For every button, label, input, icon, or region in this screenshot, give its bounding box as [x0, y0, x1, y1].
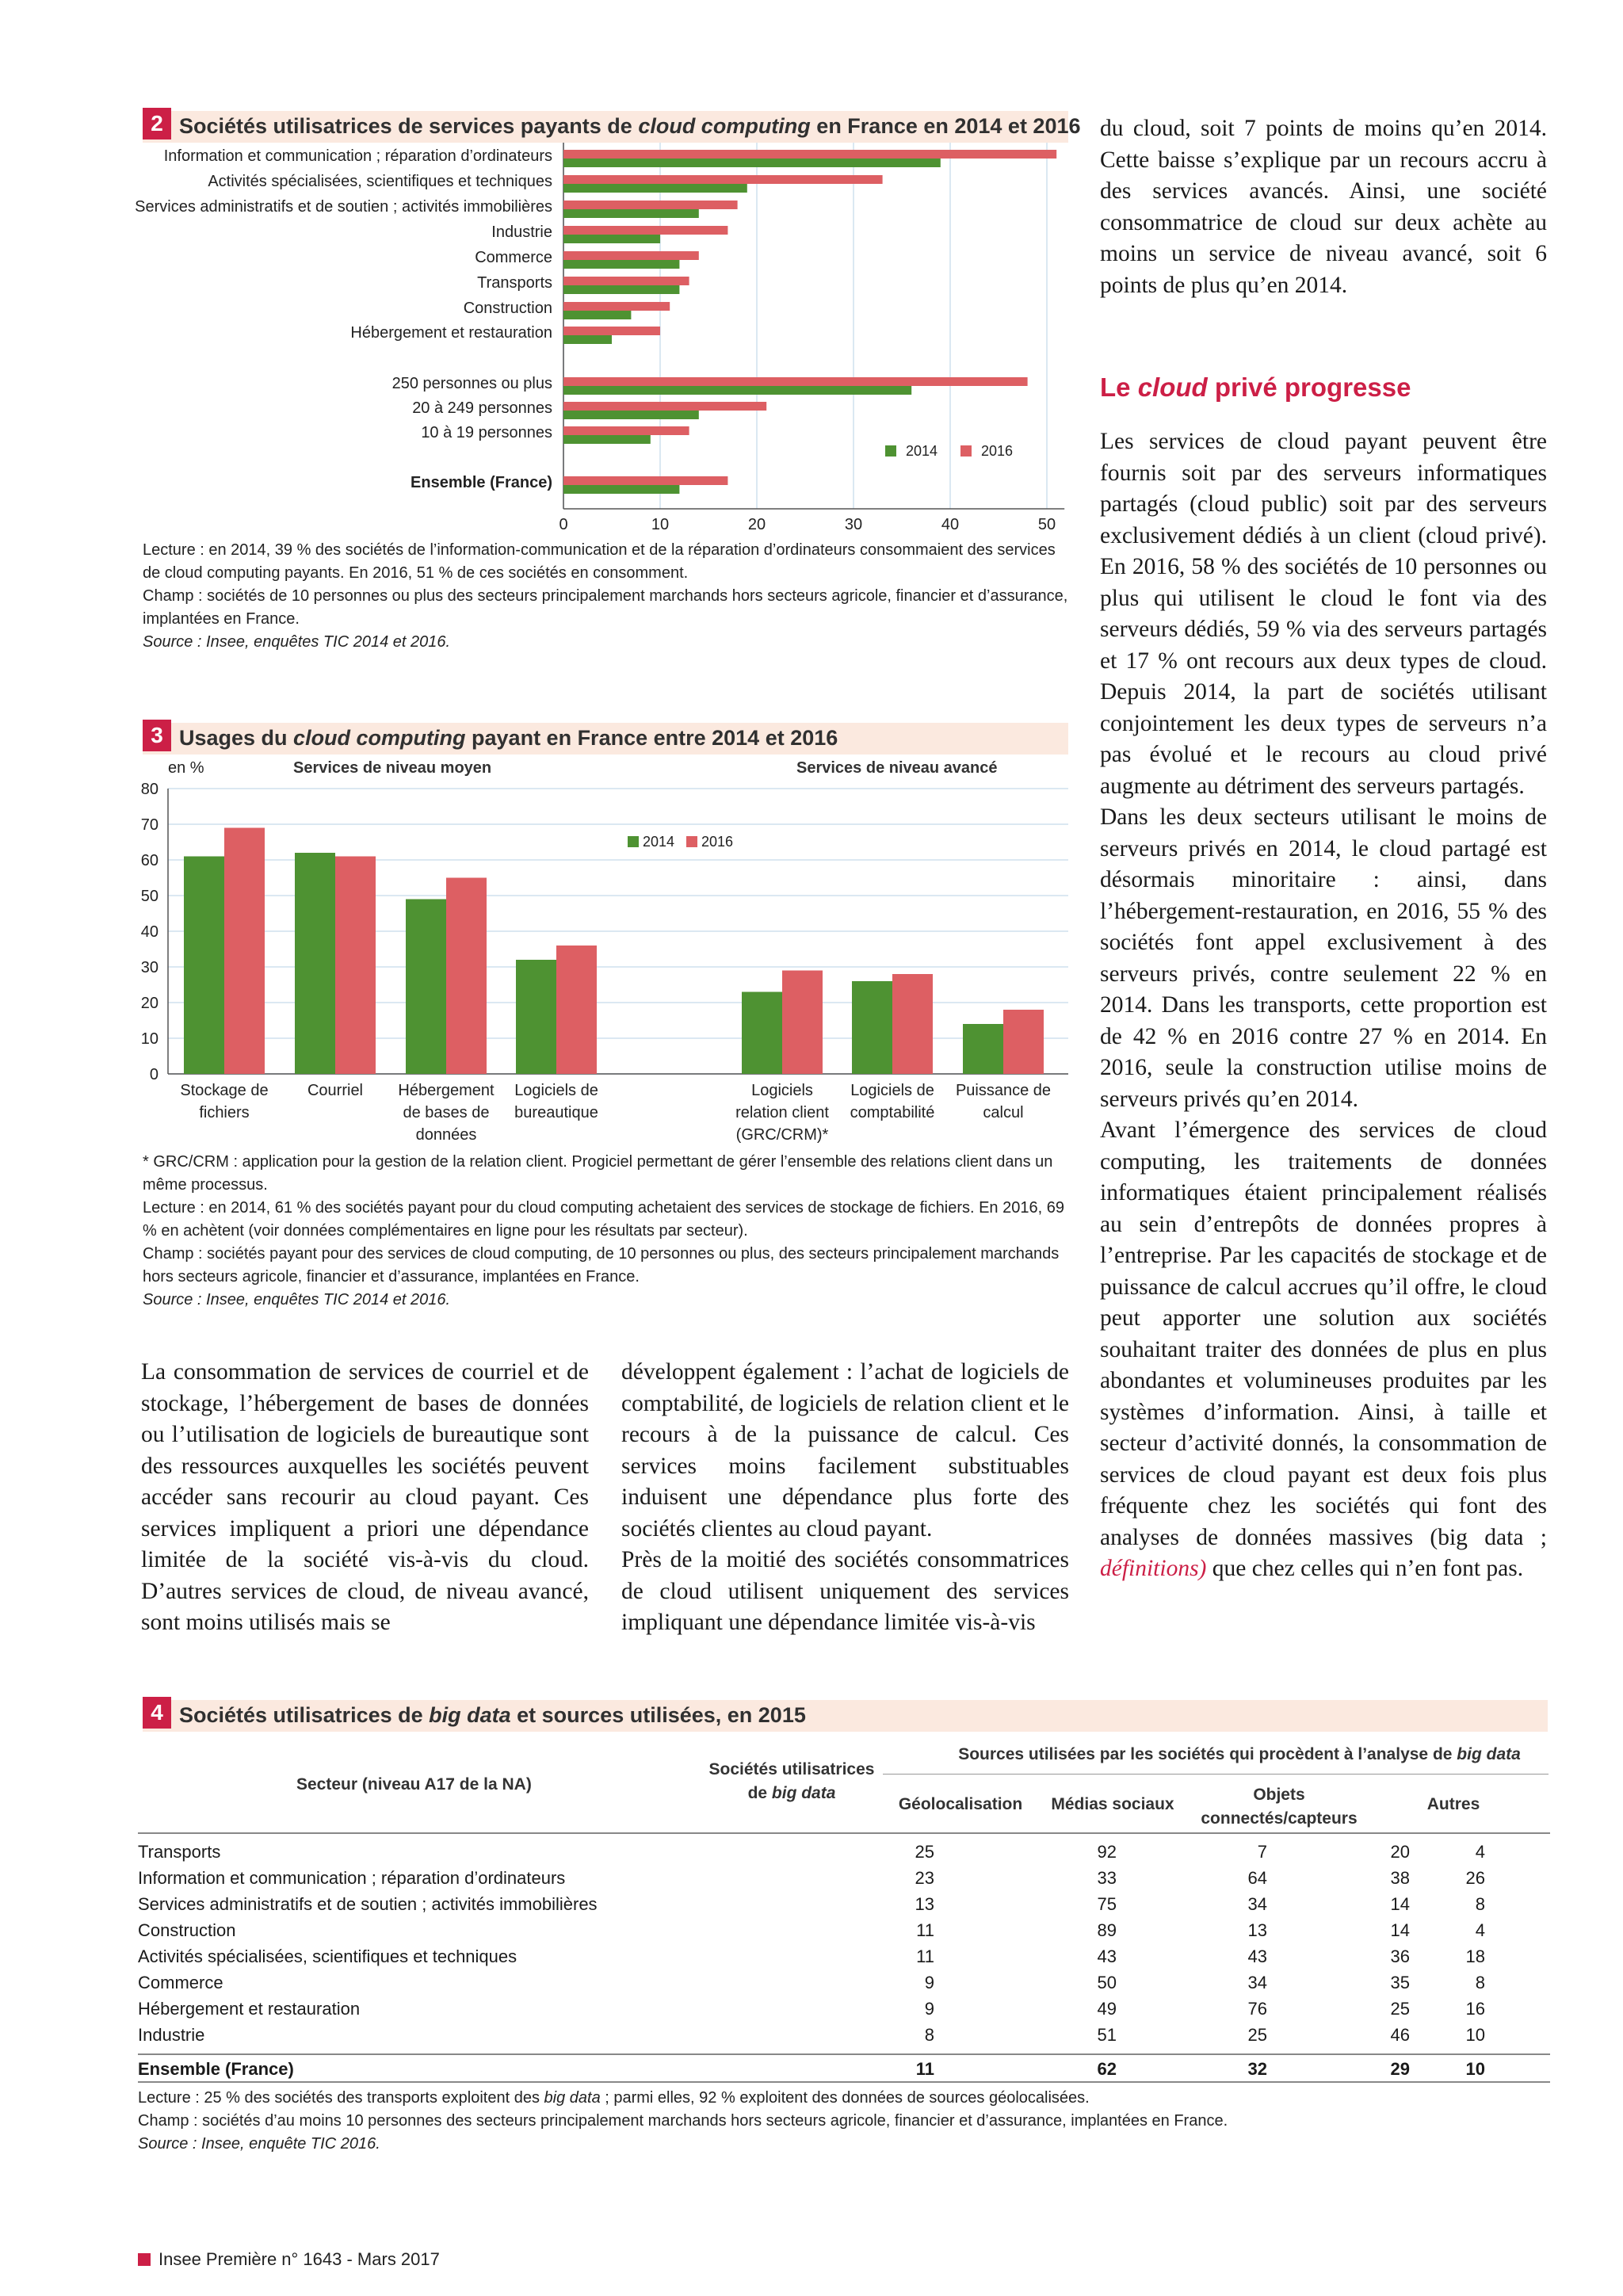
- value-cell: 34: [1247, 1972, 1267, 1992]
- fig2-chart: [127, 143, 1078, 539]
- fig4-champ: Champ : sociétés d’au moins 10 personnes des secteurs principalement marchands hors secteurs agricole, financier et d’assurance, implantées en France.: [138, 2112, 1228, 2130]
- category-label: Logiciels de bureautique: [514, 1082, 598, 1121]
- table-row: [138, 1943, 1485, 1969]
- right-paragraph-3: Dans les deux secteurs utilisant le moins de serveurs privés en 2014, le cloud partagé est désormais minoritaire : ainsi, dans l’hébergement-restauration, en 2016, 55 % des sociétés font appel exclusivement à des serveurs privés, contre seulement 22 % en 2014. Dans les transports, cette proportion est de 42 % en 2016 contre 27 % en 2014. En 2016, seule la construction utilise moins de serveurs privés qu’en 2014.: [1100, 804, 1547, 1112]
- y-tick-label: 30: [140, 959, 158, 976]
- category-label: Logiciels de comptabilité: [850, 1082, 935, 1121]
- category-label: Logiciels relation client (GRC/CRM)*: [735, 1082, 829, 1144]
- value-cell: 18: [1465, 1946, 1485, 1966]
- middle-paragraph-2: Près de la moitié des sociétés consommatrices de cloud utilisent uniquement des services impliquant une dépendance limitée vis-à-vis: [621, 1547, 1069, 1635]
- value-cell: 11: [916, 1946, 934, 1966]
- bar-2016: [556, 946, 597, 1074]
- fig2-lecture: Lecture : en 2014, 39 % des sociétés de l’information-communication et de la réparation d’ordinateurs consommaient des services de cloud computing payants. En 2016, 51 % de ces sociétés en consomment.: [143, 541, 1056, 582]
- fig3-header: [143, 723, 1068, 755]
- value-cell: 46: [1390, 2024, 1410, 2045]
- category-label: Industrie: [491, 223, 552, 241]
- page-footer: [138, 2249, 440, 2270]
- bar-2014: [563, 235, 660, 243]
- fig3-source: Source : Insee, enquêtes TIC 2014 et 2016.: [143, 1291, 451, 1308]
- sector-cell: Services administratifs et de soutien ; activités immobilières: [138, 1893, 598, 1914]
- bar-2016: [563, 377, 1028, 386]
- y-unit-label: en %: [168, 759, 204, 777]
- category-label: 20 à 249 personnes: [412, 399, 552, 417]
- category-label: Puissance de calcul: [955, 1082, 1052, 1121]
- value-cell: 14: [1390, 1920, 1410, 1940]
- fig4-lecture: Lecture : 25 % des sociétés des transports exploitent des big data ; parmi elles, 92 % exploitent des données de sources géolocalisées.: [138, 2089, 1090, 2107]
- fig3-title: Usages du cloud computing payant en France entre 2014 et 2016: [179, 726, 838, 750]
- bar-2014: [563, 386, 911, 395]
- right-paragraph-4: Avant l’émergence des services de cloud computing, les traitements de données informatiques étaient principalement réalisés au sein d’entrepôts de données propres à l’entreprise. Par les capacités de stockage et de puissance de calcul accrues qu’il offre, le cloud peut apporter une solution aux sociétés souhaitant traiter des données de plus en plus abondantes et volumineuses produites par les systèmes d’information. Ainsi, à taille et secteur d’activité donnés, la consommation de services de cloud payant est deux fois plus fréquente chez les sociétés qui font des analyses de données massives (big data ; définitions) que chez celles qui n’en font pas.: [1100, 1117, 1547, 1581]
- fig4-number: 4: [143, 1697, 171, 1729]
- category-label: Courriel: [307, 1082, 364, 1099]
- value-cell: 43: [1247, 1946, 1267, 1966]
- value-cell: 11: [916, 1920, 934, 1940]
- fig4-title: Sociétés utilisatrices de big data et sources utilisées, en 2015: [179, 1703, 806, 1727]
- value-cell: 43: [1097, 1946, 1117, 1966]
- col-other: Autres: [1426, 1795, 1480, 1813]
- fig4-table-header: [138, 1736, 1550, 1835]
- category-label: Transports: [477, 274, 552, 292]
- value-cell: 23: [915, 1867, 934, 1888]
- x-tick-label: 20: [747, 516, 766, 533]
- bar-2014: [563, 209, 699, 218]
- category-label: Construction: [463, 300, 552, 317]
- sector-cell: Activités spécialisées, scientifiques et techniques: [138, 1946, 517, 1966]
- col-social: Médias sociaux: [1051, 1795, 1174, 1813]
- bar-2016: [563, 426, 689, 435]
- right-column-top: [1100, 113, 1547, 301]
- fig3-champ: Champ : sociétés payant pour des services de cloud computing, de 10 personnes ou plus, des secteurs principalement marchands hors secteurs agricole, financier et d’assurance, implantées en France.: [143, 1245, 1060, 1286]
- bar-2016: [563, 251, 699, 260]
- value-cell: 16: [1465, 1998, 1485, 2019]
- legend-label-2016: 2016: [981, 443, 1014, 459]
- bar-2016: [1003, 1010, 1044, 1074]
- value-cell: 36: [1390, 1946, 1410, 1966]
- definitions-link[interactable]: définitions): [1100, 1556, 1207, 1581]
- total-row: [138, 2056, 1485, 2082]
- value-cell: 51: [1097, 2024, 1117, 2045]
- value-cell: 8: [1475, 1972, 1485, 1992]
- value-cell: 89: [1097, 1920, 1117, 1940]
- value-cell: 14: [1390, 1893, 1410, 1914]
- value-cell: 34: [1247, 1893, 1267, 1914]
- value-cell: 10: [1465, 2024, 1485, 2045]
- value-cell: 13: [1247, 1920, 1267, 1940]
- bar-2014: [563, 411, 699, 419]
- footer-square-icon: [138, 2253, 151, 2266]
- legend-label-2014: 2014: [906, 443, 938, 459]
- footer-text: Insee Première n° 1643 - Mars 2017: [158, 2249, 440, 2269]
- bar-2014: [406, 900, 446, 1075]
- bar-2016: [563, 277, 689, 285]
- fig3-number: 3: [143, 720, 171, 751]
- value-cell: 4: [1475, 1841, 1485, 1862]
- value-cell: 35: [1390, 1972, 1410, 1992]
- value-cell: 76: [1247, 1998, 1267, 2019]
- sources-rule: [883, 1774, 1549, 1775]
- category-label: Hébergement de bases de données: [398, 1082, 495, 1144]
- y-tick-label: 0: [149, 1066, 158, 1083]
- fig4-header: [143, 1700, 1548, 1732]
- sector-cell: Construction: [138, 1920, 236, 1940]
- value-cell: 8: [1475, 1893, 1485, 1914]
- bar-2016: [782, 971, 823, 1075]
- value-cell: 92: [1097, 1841, 1117, 1862]
- value-cell: 7: [1257, 1841, 1267, 1862]
- x-tick-label: 40: [941, 516, 960, 533]
- value-cell: 49: [1097, 1998, 1117, 2019]
- col-objects: Objets connectés/capteurs: [1201, 1786, 1358, 1828]
- y-tick-label: 20: [140, 995, 158, 1012]
- fig4-source: Source : Insee, enquête TIC 2016.: [138, 2135, 380, 2153]
- y-tick-label: 80: [140, 781, 158, 798]
- category-label: Information et communication ; réparation d’ordinateurs: [163, 147, 552, 165]
- col-geo: Géolocalisation: [898, 1795, 1023, 1813]
- bar-2016: [892, 974, 933, 1074]
- bar-2014: [563, 335, 612, 344]
- bar-2014: [295, 853, 335, 1074]
- x-tick-label: 30: [844, 516, 863, 533]
- value-cell: 13: [915, 1893, 934, 1914]
- bar-2016: [563, 201, 738, 209]
- value-cell: 4: [1475, 1920, 1485, 1940]
- category-label: Stockage de fichiers: [180, 1082, 269, 1121]
- fig4-table: [138, 1839, 1485, 2082]
- y-tick-label: 50: [140, 888, 158, 905]
- section-heading: Le cloud privé progresse: [1100, 372, 1411, 402]
- bar-2014: [563, 435, 651, 444]
- value-cell: 26: [1465, 1867, 1485, 1888]
- fig2-number: 2: [143, 108, 171, 139]
- right-paragraph-1: du cloud, soit 7 points de moins qu’en 2014. Cette baisse s’explique par un recours accru à des services avancés. Ainsi, une société consommatrice de cloud sur deux achète au moins un service de niveau avancé, soit 6 points de plus qu’en 2014.: [1100, 116, 1547, 298]
- bar-2016: [563, 150, 1056, 159]
- bar-2014: [852, 981, 892, 1074]
- table-row: [138, 1865, 1485, 1891]
- value-cell: 29: [1390, 2058, 1410, 2079]
- value-cell: 25: [1247, 2024, 1267, 2045]
- y-tick-label: 40: [140, 923, 158, 941]
- bar-2016: [563, 226, 727, 235]
- total-rule-top: [138, 2053, 1550, 2055]
- col-sources: Sources utilisées par les sociétés qui procèdent à l’analyse de big data: [958, 1745, 1521, 1763]
- bar-2014: [184, 857, 224, 1075]
- value-cell: 75: [1097, 1893, 1117, 1914]
- fig2-notes: [143, 539, 1068, 654]
- legend-swatch-2014: [885, 445, 896, 457]
- table-row: [138, 1917, 1485, 1943]
- table-row: [138, 1839, 1485, 1865]
- x-tick-label: 50: [1037, 516, 1056, 533]
- category-label: Services administratifs et de soutien ; activités immobilières: [135, 198, 552, 216]
- col-users: Sociétés utilisatrices de big data: [708, 1760, 875, 1802]
- bar-2016: [446, 878, 487, 1075]
- fig2-title: Sociétés utilisatrices de services payants de cloud computing en France en 2014 et 2016: [179, 114, 1081, 138]
- bar-2014: [563, 311, 631, 319]
- fig2-source: Source : Insee, enquêtes TIC 2014 et 2016.: [143, 633, 451, 651]
- value-cell: 38: [1390, 1867, 1410, 1888]
- fig3-notes: [143, 1151, 1068, 1312]
- fig3-lecture: Lecture : en 2014, 61 % des sociétés payant pour du cloud computing achetaient des services de stockage de fichiers. En 2016, 69 % en achètent (voir données complémentaires en ligne pour les résultats par secteur).: [143, 1199, 1064, 1240]
- category-label: Ensemble (France): [411, 474, 552, 491]
- category-label: Hébergement et restauration: [350, 324, 552, 342]
- group-label-medium: Services de niveau moyen: [293, 759, 492, 777]
- legend-swatch-2016: [686, 836, 697, 847]
- bar-2014: [563, 285, 679, 294]
- value-cell: 64: [1247, 1867, 1267, 1888]
- legend-swatch-2014: [628, 836, 639, 847]
- value-cell: 9: [924, 1998, 934, 2019]
- bar-2014: [516, 960, 556, 1074]
- sector-cell: Industrie: [138, 2024, 205, 2045]
- sector-cell: Information et communication ; réparation d’ordinateurs: [138, 1867, 566, 1888]
- category-label: 250 personnes ou plus: [391, 375, 552, 392]
- value-cell: 25: [1390, 1998, 1410, 2019]
- value-cell: 25: [915, 1841, 934, 1862]
- middle-paragraph-1: développent également : l’achat de logiciels de comptabilité, de logiciels de relation client et le recours à de la puissance de calcul. Ces services moins facilement substituables induisent une dépendance plus forte des sociétés clientes au cloud payant.: [621, 1359, 1069, 1541]
- right-paragraph-2: Les services de cloud payant peuvent être fournis soit par des serveurs informatiques partagés (cloud public) soit par des serveurs exclusivement dédiés à un client (cloud privé). En 2016, 58 % des sociétés de 10 personnes ou plus qui utilisent le cloud le font via des serveurs dédiés, 59 % via des serveurs partagés et 17 % ont recours aux deux types de cloud. Depuis 2014, la part de sociétés utilisant conjointement les deux types de serveurs n’a pas évolué et le recours au cloud privé augmente au détriment des serveurs partagés.: [1100, 429, 1547, 799]
- fig2-champ: Champ : sociétés de 10 personnes ou plus des secteurs principalement marchands hors secteurs agricole, financier et d’assurance, implantées en France.: [143, 587, 1068, 628]
- value-cell: 20: [1390, 1841, 1410, 1862]
- category-label: Activités spécialisées, scientifiques et techniques: [208, 173, 552, 190]
- legend-label-2016: 2016: [701, 834, 734, 850]
- bar-2016: [224, 828, 265, 1075]
- header-rule: [138, 1832, 1550, 1834]
- bar-2014: [563, 260, 679, 269]
- fig4-notes: [138, 2087, 1549, 2156]
- right-column-body: [1100, 426, 1547, 1585]
- fig3-chart: [127, 755, 1078, 1151]
- legend-label-2014: 2014: [643, 834, 675, 850]
- bar-2014: [563, 485, 679, 494]
- bar-2016: [563, 175, 883, 184]
- left-column-text: La consommation de services de courriel et de stockage, l’hébergement de bases de données ou l’utilisation de logiciels de bureautique sont des ressources auxquelles les sociétés peuvent accéder sans recourir au cloud payant. Ces services impliquent a priori une dépendance limitée de la société vis-à-vis du cloud. D’autres services de cloud, de niveau avancé, sont moins utilisés mais se: [141, 1359, 589, 1635]
- middle-column-text: [621, 1357, 1069, 1639]
- value-cell: 50: [1097, 1972, 1117, 1992]
- bar-2016: [563, 302, 670, 311]
- bar-2016: [335, 857, 376, 1075]
- y-tick-label: 10: [140, 1030, 158, 1048]
- sector-cell: Transports: [138, 1841, 221, 1862]
- category-label: Commerce: [475, 249, 552, 266]
- table-row: [138, 1891, 1485, 1917]
- table-row: [138, 2022, 1485, 2048]
- value-cell: 11: [915, 2058, 934, 2079]
- bar-2014: [963, 1024, 1003, 1074]
- value-cell: 8: [924, 2024, 934, 2045]
- value-cell: 62: [1097, 2058, 1117, 2079]
- y-tick-label: 70: [140, 816, 158, 834]
- legend-swatch-2016: [960, 445, 972, 457]
- x-tick-label: 10: [651, 516, 670, 533]
- fig2-header: [143, 111, 1081, 143]
- value-cell: 9: [924, 1972, 934, 1992]
- value-cell: 32: [1247, 2058, 1267, 2079]
- sector-cell: Ensemble (France): [138, 2058, 294, 2079]
- bar-2016: [563, 327, 660, 335]
- table-row: [138, 1996, 1485, 2022]
- bar-2014: [742, 992, 782, 1075]
- y-tick-label: 60: [140, 852, 158, 869]
- table-row: [138, 1969, 1485, 1996]
- group-label-advanced: Services de niveau avancé: [796, 759, 998, 777]
- value-cell: 10: [1465, 2058, 1485, 2079]
- value-cell: 33: [1097, 1867, 1117, 1888]
- total-rule-bottom: [138, 2081, 1550, 2083]
- fig3-footnote: * GRC/CRM : application pour la gestion de la relation client. Progiciel permettant de gérer l’ensemble des relations client dans un même processus.: [143, 1153, 1053, 1194]
- bar-2016: [563, 402, 766, 411]
- bar-2014: [563, 184, 747, 193]
- sector-cell: Hébergement et restauration: [138, 1998, 361, 2019]
- x-tick-label: 0: [559, 516, 568, 533]
- category-label: 10 à 19 personnes: [421, 424, 552, 441]
- bar-2016: [563, 476, 727, 485]
- col-sector: Secteur (niveau A17 de la NA): [296, 1775, 532, 1794]
- bar-2014: [563, 159, 941, 167]
- sector-cell: Commerce: [138, 1972, 223, 1992]
